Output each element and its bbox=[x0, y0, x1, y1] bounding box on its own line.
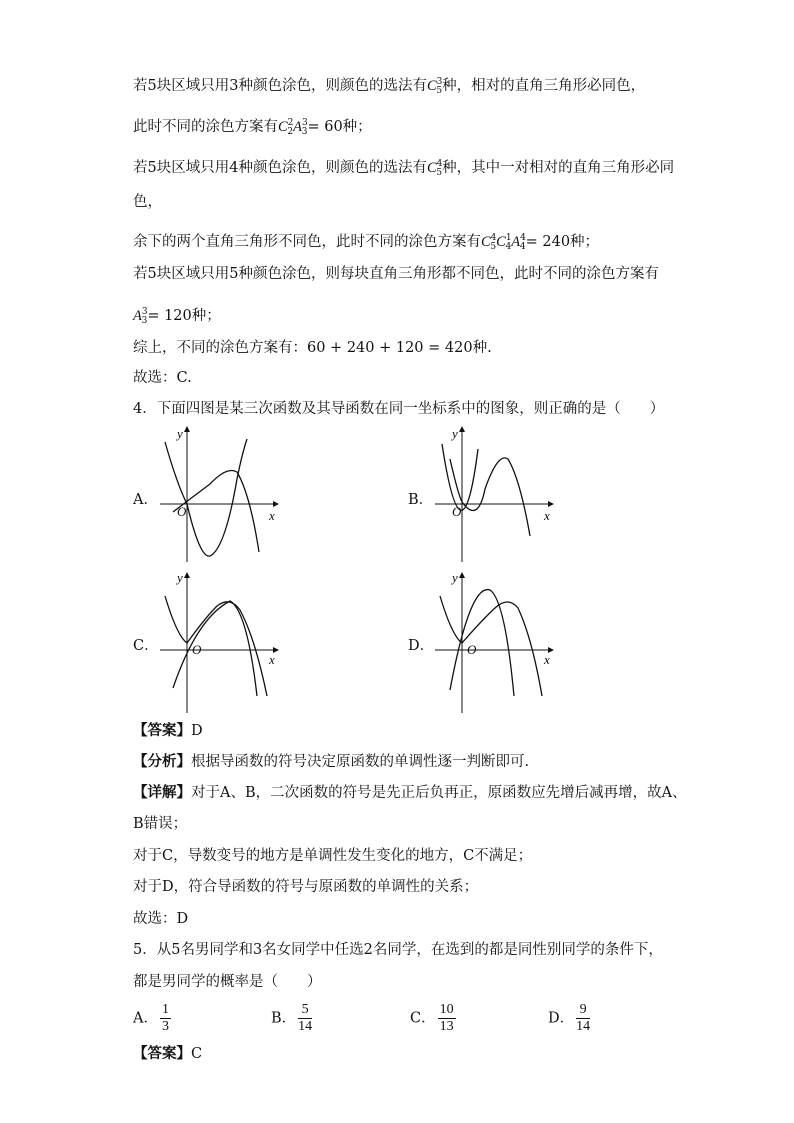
y-axis-label: y bbox=[452, 426, 458, 441]
x-axis-label: x bbox=[544, 652, 550, 667]
option-b-label: B． bbox=[408, 492, 434, 508]
y-axis-arrow bbox=[459, 426, 465, 432]
solution-line-5: 余下的两个直角三角形不同色，此时不同的涂色方案有$C^4_5C^1_4A^4_4= 240$种； bbox=[133, 233, 600, 252]
origin-label: O bbox=[177, 504, 187, 519]
option-d-label: D． bbox=[408, 638, 435, 654]
y-axis-arrow bbox=[459, 572, 465, 578]
solution-line-9: 故选：C. bbox=[133, 370, 192, 386]
x-axis-label: x bbox=[269, 652, 275, 667]
question-5-stem-2: 都是男同学的概率是（ ） bbox=[133, 974, 322, 990]
solution-line-3: 若5块区域只用4种颜色涂色，则颜色的选法有$C^4_5$种，其中一对相对的直角三角形必同 bbox=[133, 159, 675, 178]
origin-label: O bbox=[452, 504, 462, 519]
option-c-label: C． bbox=[133, 638, 159, 654]
y-axis-arrow bbox=[184, 572, 190, 578]
y-axis-label: y bbox=[177, 570, 183, 585]
question-4-detail-4: 对于D，符合导函数的符号与原函数的单调性的关系； bbox=[133, 879, 479, 895]
x-axis-label: x bbox=[544, 508, 550, 523]
solution-line-6: 若5块区域只用5种颜色涂色，则每块直角三角形都不同色，此时不同的涂色方案有 bbox=[133, 266, 659, 282]
question-5-option-c: C． $\frac{10}{13}$ bbox=[410, 1002, 454, 1034]
solution-line-7: $A^3_3= 120$种； bbox=[133, 307, 221, 326]
x-axis-arrow bbox=[273, 501, 279, 507]
graph-d bbox=[430, 568, 560, 718]
curve-parabola bbox=[450, 590, 514, 696]
solution-line-2: 此时不同的涂色方案有$C^2_2A^3_3= 60$种； bbox=[133, 118, 372, 137]
origin-label: O bbox=[192, 642, 202, 657]
graph-c bbox=[155, 568, 285, 718]
question-5-answer: 【答案】C bbox=[133, 1045, 203, 1062]
question-4-stem: 4．下面四图是某三次函数及其导函数在同一坐标系中的图象，则正确的是（ ） bbox=[133, 401, 665, 417]
origin-label: O bbox=[467, 642, 477, 657]
y-axis-label: y bbox=[452, 570, 458, 585]
option-a-label: A． bbox=[133, 492, 158, 508]
question-5-option-d: D． $\frac{9}{14}$ bbox=[548, 1002, 591, 1034]
x-axis-label: x bbox=[269, 508, 275, 523]
y-axis-arrow bbox=[184, 426, 190, 432]
question-5-stem-1: 5．从5名男同学和3名女同学中任选2名同学，在选到的都是同性别同学的条件下， bbox=[133, 942, 663, 958]
curve-parabola bbox=[442, 444, 478, 510]
y-axis-label: y bbox=[177, 426, 183, 441]
question-4-analysis: 【分析】根据导函数的符号决定原函数的单调性逐一判断即可. bbox=[133, 753, 530, 770]
question-4-detail-3: 对于C，导数变号的地方是单调性发生变化的地方，C不满足； bbox=[133, 848, 533, 864]
solution-line-8: 综上，不同的涂色方案有：60 + 240 + 120 = 420种. bbox=[133, 340, 492, 356]
question-4-detail-2: B错误； bbox=[133, 816, 188, 832]
x-axis-arrow bbox=[548, 501, 554, 507]
question-4-answer: 【答案】D bbox=[133, 722, 203, 739]
solution-line-4: 色， bbox=[133, 194, 162, 210]
question-4-detail-1: 【详解】对于A、B，二次函数的符号是先正后负再正，原函数应先增后减再增，故A、 bbox=[133, 784, 687, 801]
curve-cubic bbox=[440, 596, 542, 696]
solution-line-1: 若5块区域只用3种颜色涂色，则颜色的选法有$C^3_5$种，相对的直角三角形必同色， bbox=[133, 77, 646, 96]
graph-a bbox=[155, 424, 285, 564]
question-5-option-a: A． $\frac{1}{3}$ bbox=[133, 1002, 169, 1034]
question-5-option-b: B． $\frac{5}{14}$ bbox=[271, 1002, 313, 1034]
curve-parabola bbox=[173, 601, 257, 696]
question-4-detail-5: 故选：D bbox=[133, 911, 189, 927]
graph-b bbox=[430, 424, 560, 564]
curve-cubic bbox=[165, 439, 247, 556]
